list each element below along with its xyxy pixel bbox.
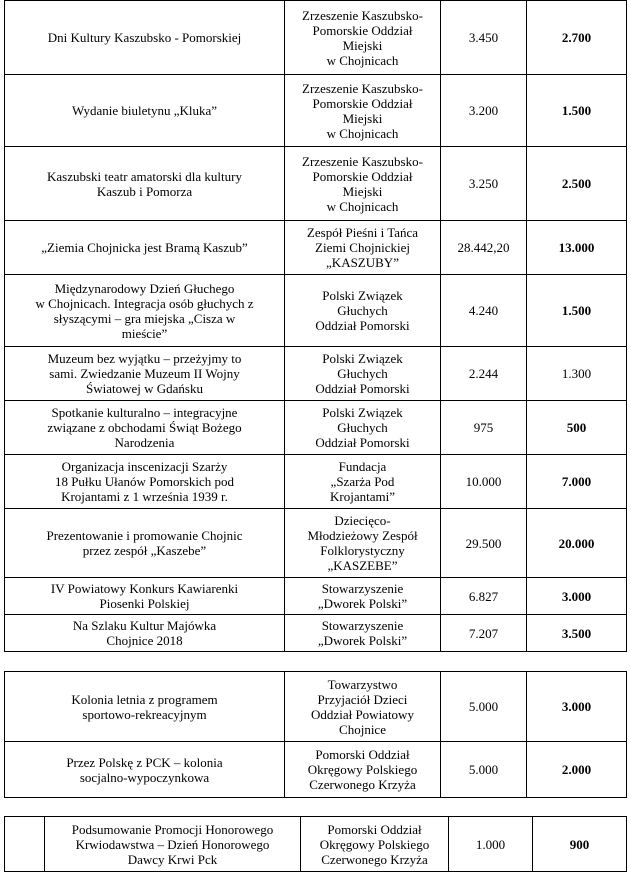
table-row: [5, 401, 627, 455]
organization: Fundacja „Szarża Pod Krojantami”: [285, 455, 441, 509]
amount-requested: 5.000: [441, 672, 527, 742]
organization: Towarzystwo Przyjaciół Dzieci Oddział Powiatowy Chojnice: [285, 672, 441, 742]
table-row: [5, 615, 627, 652]
amount-requested: 3.450: [441, 1, 527, 75]
task-name: „Ziemia Chojnicka jest Bramą Kaszub”: [5, 221, 285, 275]
table-row: [5, 147, 627, 221]
grants-table-recreation: [4, 671, 627, 798]
task-name: Muzeum bez wyjątku – przeżyjmy to sami. Zwiedzanie Muzeum II Wojny Światowej w Gdańsku: [5, 347, 285, 401]
table-row: [5, 578, 627, 615]
organization: Zespół Pieśni i Tańca Ziemi Chojnickiej „KASZUBY”: [285, 221, 441, 275]
organization: Zrzeszenie Kaszubsko- Pomorskie Oddział Miejski w Chojnicach: [285, 147, 441, 221]
amount-granted: 1.500: [527, 75, 627, 147]
amount-requested: 2.244: [441, 347, 527, 401]
table-row: [5, 455, 627, 509]
task-name: IV Powiatowy Konkurs Kawiarenki Piosenki Polskiej: [5, 578, 285, 615]
amount-granted: 3.500: [527, 615, 627, 652]
table-row: [5, 221, 627, 275]
amount-requested: 7.207: [441, 615, 527, 652]
organization: Dziecięco- Młodzieżowy Zespół Folklorystyczny „KASZEBE”: [285, 509, 441, 578]
organization: Stowarzyszenie „Dworek Polski”: [285, 578, 441, 615]
grants-table-culture: [4, 0, 627, 652]
task-name: Spotkanie kulturalno – integracyjne związane z obchodami Świąt Bożego Narodzenia: [5, 401, 285, 455]
task-name: Na Szlaku Kultur Majówka Chojnice 2018: [5, 615, 285, 652]
amount-requested: 5.000: [441, 742, 527, 798]
organization: Polski Związek Głuchych Oddział Pomorski: [285, 347, 441, 401]
table-row: [5, 1, 627, 75]
task-name: Kolonia letnia z programem sportowo-rekreacyjnym: [5, 672, 285, 742]
amount-requested: 4.240: [441, 275, 527, 347]
organization: Zrzeszenie Kaszubsko- Pomorskie Oddział Miejski w Chojnicach: [285, 1, 441, 75]
task-name: Prezentowanie i promowanie Chojnic przez zespół „Kaszebe”: [5, 509, 285, 578]
amount-requested: 3.250: [441, 147, 527, 221]
organization: Stowarzyszenie „Dworek Polski”: [285, 615, 441, 652]
amount-requested: 29.500: [441, 509, 527, 578]
amount-granted: 1.500: [527, 275, 627, 347]
organization: Polski Związek Głuchych Oddział Pomorski: [285, 401, 441, 455]
table-row: [5, 672, 627, 742]
grants-table-health: [4, 816, 627, 872]
amount-granted: 900: [533, 817, 627, 872]
amount-granted: 20.000: [527, 509, 627, 578]
amount-granted: 500: [527, 401, 627, 455]
task-name: Dni Kultury Kaszubsko - Pomorskiej: [5, 1, 285, 75]
table-row: [5, 742, 627, 798]
amount-requested: 10.000: [441, 455, 527, 509]
amount-requested: 28.442,20: [441, 221, 527, 275]
amount-granted: 3.000: [527, 672, 627, 742]
amount-granted: 1.300: [527, 347, 627, 401]
amount-requested: 6.827: [441, 578, 527, 615]
amount-granted: 3.000: [527, 578, 627, 615]
amount-granted: 2.000: [527, 742, 627, 798]
amount-granted: 7.000: [527, 455, 627, 509]
table-row: [5, 817, 627, 872]
organization: Pomorski Oddział Okręgowy Polskiego Czerwonego Krzyża: [285, 742, 441, 798]
amount-granted: 2.500: [527, 147, 627, 221]
task-name: Przez Polskę z PCK – kolonia socjalno-wypoczynkowa: [5, 742, 285, 798]
task-name: Wydanie biuletynu „Kluka”: [5, 75, 285, 147]
task-name: Podsumowanie Promocji Honorowego Krwiodawstwa – Dzień Honorowego Dawcy Krwi Pck: [45, 817, 301, 872]
amount-requested: 1.000: [449, 817, 533, 872]
row-number-cell: [5, 817, 45, 872]
table-row: [5, 275, 627, 347]
task-name: Kaszubski teatr amatorski dla kultury Kaszub i Pomorza: [5, 147, 285, 221]
amount-requested: 975: [441, 401, 527, 455]
organization: Pomorski Oddział Okręgowy Polskiego Czerwonego Krzyża: [301, 817, 449, 872]
table-row: [5, 75, 627, 147]
table-row: [5, 347, 627, 401]
amount-granted: 13.000: [527, 221, 627, 275]
task-name: Organizacja inscenizacji Szarży 18 Pułku Ułanów Pomorskich pod Krojantami z 1 września 1939 r.: [5, 455, 285, 509]
amount-granted: 2.700: [527, 1, 627, 75]
amount-requested: 3.200: [441, 75, 527, 147]
organization: Polski Związek Głuchych Oddział Pomorski: [285, 275, 441, 347]
organization: Zrzeszenie Kaszubsko- Pomorskie Oddział Miejski w Chojnicach: [285, 75, 441, 147]
task-name: Międzynarodowy Dzień Głuchego w Chojnicach. Integracja osób głuchych z słyszącymi – gra miejska „Cisza w mieście”: [5, 275, 285, 347]
table-row: [5, 509, 627, 578]
